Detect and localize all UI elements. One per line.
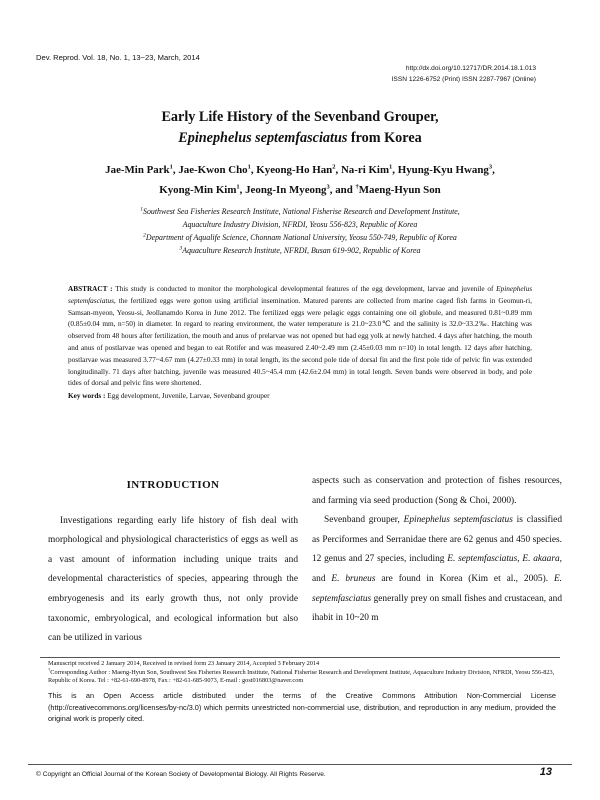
keywords xyxy=(68,391,532,403)
open-access-notice: This is an Open Access article distributed under the terms of the Creative Commons Attribution Non-Commercial License (http://creativecommons.org/licenses/by-nc/3.0) which permits unrestricted non-commercial use, distribution, and reproduction in any medium, provided the original work is properly cited. xyxy=(48,691,556,723)
author: Jeong-In Myeong xyxy=(245,184,327,196)
author: Jae-Kwon Cho xyxy=(178,164,248,176)
copyright-notice: © Copyright an Official Journal of the Korean Society of Developmental Biology. All Rights Reserve. xyxy=(36,771,326,778)
corresponding-mark: † xyxy=(48,666,51,672)
text-run: generally prey on small fishes and crustacean, and ihabit in 10~20 m xyxy=(312,593,562,624)
issn-text: ISSN 1226-6752 (Print) ISSN 2287-7967 (Online) xyxy=(391,76,536,83)
author-affil-mark: 3 xyxy=(488,163,493,171)
author-affil-mark: 3 xyxy=(326,183,330,191)
species-name: Epinephelus septemfasciatus xyxy=(403,515,513,526)
paragraph xyxy=(312,511,562,629)
affil-text: Aquaculture Research Institute, NFRDI, Busan 619-902, Republic of Korea xyxy=(182,246,421,255)
text-run: , xyxy=(517,554,523,565)
author: Kyong-Min Kim xyxy=(159,184,237,196)
abstract xyxy=(68,284,532,403)
title-suffix: from Korea xyxy=(347,130,422,146)
abstract-text: This study is conducted to monitor the morphological developmental features of the egg development, larvae and juvenile of xyxy=(112,285,497,293)
author-line-2 xyxy=(0,180,600,200)
journal-reference: Dev. Reprod. Vol. 18, No. 1, 13~23, March, 2014 xyxy=(36,53,200,62)
author-separator: , xyxy=(492,164,495,176)
text-run: are found in Korea (Kim et al., 2005). xyxy=(375,573,554,584)
author-separator: , xyxy=(250,164,257,176)
author-separator: , and xyxy=(329,184,356,196)
title-species: Epinephelus septemfasciatus xyxy=(178,130,348,146)
footer-divider xyxy=(28,764,572,765)
title-line-1: Early Life History of the Sevenband Grouper, xyxy=(161,109,439,125)
author-line-1 xyxy=(0,160,600,180)
author: Hyung-Kyu Hwang xyxy=(397,164,489,176)
author-affil-mark: 2 xyxy=(332,163,336,171)
author: Maeng-Hyun Son xyxy=(358,184,441,196)
author-affil-mark: 1 xyxy=(169,163,173,171)
author-separator: , xyxy=(172,164,179,176)
corresponding-author-mark: † xyxy=(355,183,359,191)
keywords-text: Egg development, Juvenile, Larvae, Sevenband grouper xyxy=(105,392,270,401)
affiliation-1-cont: Aquaculture Industry Division, NFRDI, Yeosu 556-823, Republic of Korea xyxy=(182,220,418,229)
affil-number: 1 xyxy=(140,206,143,213)
abstract-species: Epinephelus septemfasciatus xyxy=(68,285,533,305)
species-name: E. bruneus xyxy=(331,573,376,584)
affil-text: Southwest Sea Fisheries Research Institute, National Fisherise Research and Development Institute, xyxy=(143,207,460,216)
footnote-divider xyxy=(40,657,560,658)
author-list xyxy=(0,160,600,200)
author: Kyeong-Ho Han xyxy=(256,164,333,176)
affil-number: 2 xyxy=(143,232,146,239)
paragraph-continued: aspects such as conservation and protection of fishes resources, and farming via seed production (Song & Choi, 2000). xyxy=(312,476,562,506)
species-name: E. akaara xyxy=(522,554,560,565)
species-name: E. septemfasciatus xyxy=(447,554,518,565)
text-run: , and xyxy=(312,554,563,584)
page-number: 13 xyxy=(539,766,552,778)
text-run: is classified as Perciformes and Serranidae there are 62 genus and 450 species. 12 genus and 27 species, including xyxy=(312,515,562,565)
affiliation-3 xyxy=(0,244,600,257)
affiliation-1 xyxy=(0,205,600,218)
body-column-left xyxy=(48,470,298,649)
author: Jae-Min Park xyxy=(105,164,170,176)
affiliations xyxy=(0,205,600,257)
abstract-body xyxy=(68,284,532,390)
species-name: E. septemfasciatus xyxy=(312,573,562,604)
author-affil-mark: 1 xyxy=(236,183,240,191)
corresponding-text: Corresponding Author : Maeng-Hyun Son, Southwest Sea Fisheries Research Institute, National Fisherise Research and Development Institute, Aquaculture Industry Division, NFRDI, Yeosu 556-823, Republic of Korea. Tel : +82-61-690-8978, Fax : +82-61-685-9073, E-mail : gost016803@naver.com xyxy=(48,668,555,685)
affil-number: 3 xyxy=(179,245,183,252)
abstract-text-cont: , the fertilized eggs were gotton using artificial insemination. Matured parents are collected from marine caged fish farms in Geomun-ri, Samsan-myeon, Yeosu-si, Jeollanamdo Korea in June 2012. The fertilized eggs were pelagic eggs containing one oil globule, and measured 0.81~0.89 mm (0.85±0.04 mm, n=50) in diameter. In regard to rearing environment, the water temperature is 21.0~23.0℃ and the salinity is 32.0~33.2‰. Hatching was observed from 48 hours after fertilization, the mouth and anus of prelarvae was not opened but had egg yolk at newly hatched. 4 days after hatching, the mouth and anus of postlarvae was opened and began to eat Rotifer and was measured 2.40~2.49 mm (2.45±0.03 mm n=10) in total length. 12 days after hatching, postlarvae was measured 3.77~4.67 mm (4.27±0.33 mm) in total length, its the second pole tide of dorsal fin and the first pole tide of pelvic fin was extended longitudinally. 71 days after hatching, juvenile was measured 40.5~45.4 mm (42.6±2.04 mm) in total length. Seven bands were observed in body, and pole tides of dorsal and pelvic fins were shortened. xyxy=(68,296,532,388)
doi-issn-block xyxy=(392,63,536,85)
text-run: Sevenband grouper, xyxy=(324,515,404,526)
manuscript-dates: Manuscript received 2 January 2014, Received in revised form 23 January 2014, Accepted 3 February 2014 xyxy=(48,660,320,667)
author-separator: , xyxy=(239,184,246,196)
doi-link[interactable]: http://dx.doi.org/10.12717/DR.2014.18.1.013 xyxy=(405,65,536,72)
abstract-label: ABSTRACT : xyxy=(68,285,113,293)
corresponding-author-note xyxy=(48,666,556,686)
article-title xyxy=(0,107,600,149)
author-affil-mark: 1 xyxy=(389,163,393,171)
title-line-2 xyxy=(0,128,600,149)
paragraph: Investigations regarding early life history of fish deal with morphological and physiological characteristics of eggs as well as a vast amount of information including unique traits and developmental characteristics of species, appearing through the embryogenesis and its early growth thus, not only provide taxonomic, embryological, and ecological information but also can be utilized in various xyxy=(48,515,298,644)
author: Na-ri Kim xyxy=(340,164,390,176)
affil-text: Department of Aqualife Science, Chonnam National University, Yeosu 550-749, Republic of Korea xyxy=(145,233,457,242)
keywords-label: Key words : xyxy=(68,392,106,401)
author-affil-mark: 1 xyxy=(247,163,251,171)
author-separator: , xyxy=(392,164,398,176)
section-heading-introduction: INTRODUCTION xyxy=(126,479,220,491)
affiliation-2 xyxy=(0,231,600,244)
author-separator: , xyxy=(335,164,341,176)
footnotes xyxy=(48,660,556,686)
body-column-right xyxy=(312,472,562,629)
